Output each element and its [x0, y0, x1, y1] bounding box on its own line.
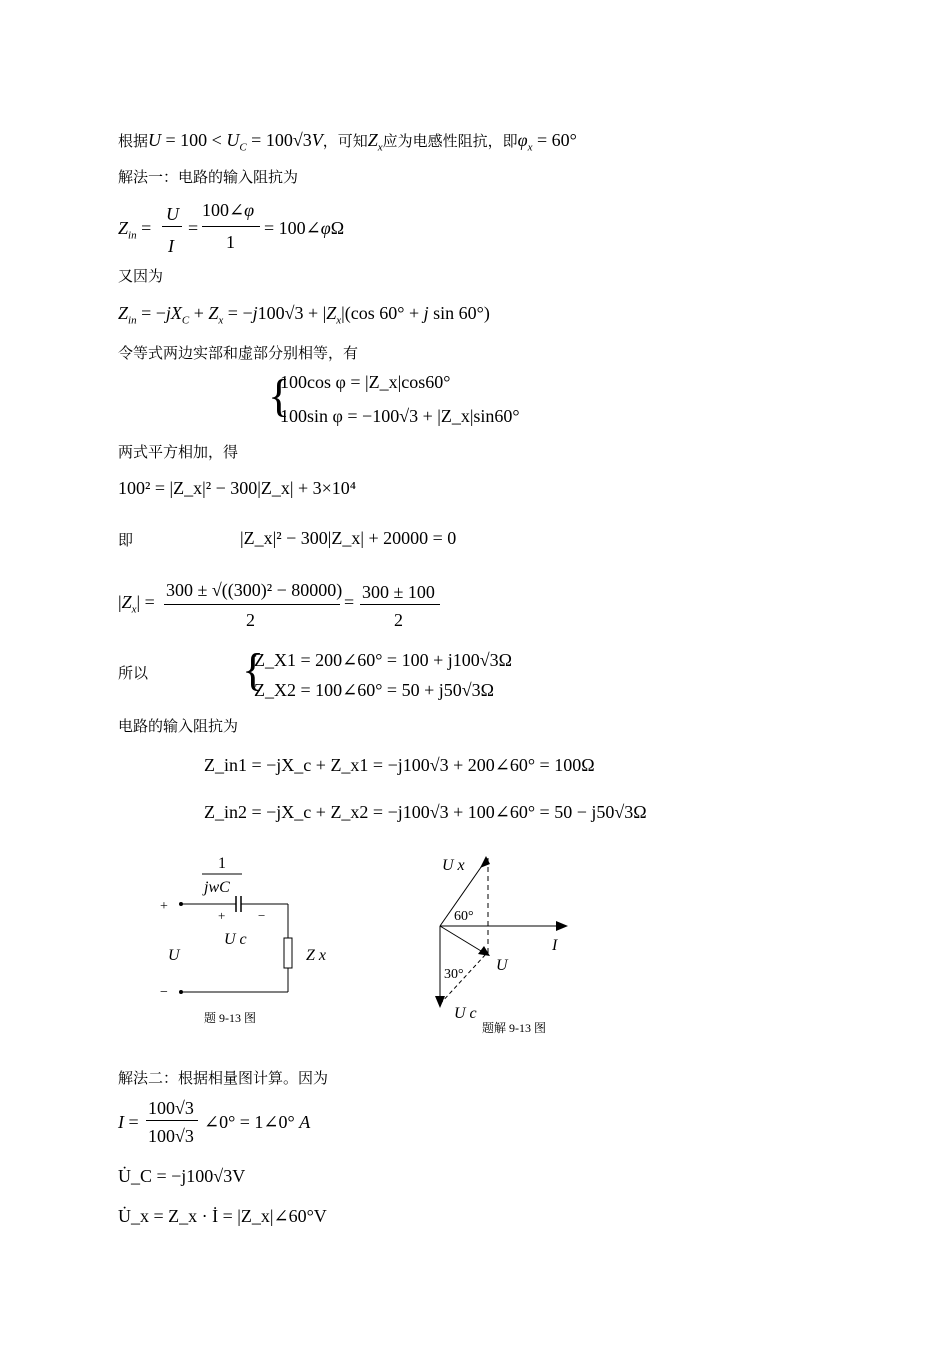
system-1-eq-a: 100cos φ = |Z_x|cos60° [280, 372, 451, 392]
cap-plus: + [218, 908, 226, 923]
cap-denominator: jwC [204, 879, 230, 896]
impedance-box [284, 938, 292, 968]
ji-text: 即 [118, 531, 134, 549]
uc-label: U c [224, 931, 247, 948]
terminal-minus: − [160, 985, 168, 1000]
system-2-eq-b: Z_X2 = 100∠60° = 50 + j50√3Ω [254, 680, 494, 700]
square-text: 两式平方相加，得 [118, 443, 239, 461]
eq-zin1: Z_in1 = −jX_c + Z_x1 = −j100√3 + 200∠60° = 100Ω [204, 755, 595, 775]
figure-caption-right: 题解 9-13 图 [482, 1021, 546, 1035]
u-phasor-label: U [496, 957, 508, 974]
figure-caption-left: 题 9-13 图 [204, 1011, 256, 1025]
u-label: U [168, 947, 180, 964]
method1-heading: 解法一：电路的输入阻抗为 [118, 168, 299, 186]
equate-text: 令等式两边实部和虚部分别相等，有 [118, 344, 359, 362]
angle-60-label: 60° [454, 909, 474, 924]
circuit-figure [150, 848, 350, 1028]
eq-square: 100² = |Z_x|² − 300|Z_x| + 3×10⁴ [118, 478, 357, 498]
input-impedance-text: 电路的输入阻抗为 [118, 717, 239, 735]
eq-zin: $Z_{in}$ = U I = 100∠φ 1 = 100∠φΩ [118, 200, 345, 256]
phasor-i-arrowhead [556, 921, 568, 931]
ux-label: U x [442, 857, 465, 874]
method2-heading: 解法二：根据相量图计算。因为 [118, 1069, 329, 1087]
cap-numerator: 1 [218, 855, 226, 872]
cap-minus: − [258, 908, 266, 923]
eq-zin2: Z_in2 = −jX_c + Z_x2 = −j100√3 + 100∠60° = 50 − j50√3Ω [204, 802, 647, 822]
system-2: { Z_X1 = 200∠60° = 100 + j100√3Ω Z_X2 = 100∠60° = 50 + j50√3Ω [242, 644, 512, 700]
angle-30-label: 30° [444, 967, 464, 982]
eq-quadratic: |Z_x|² − 300|Z_x| + 20000 = 0 [240, 528, 457, 548]
intro-line: 根据$U = 100 < U_C = 100√3V$，可知$Z_x$应为电感性阻抗，即$\varphi_x = 60^\circ$ [118, 130, 577, 154]
phasor-uc-arrowhead [435, 996, 445, 1008]
i-label: I [552, 937, 558, 954]
phasor-diagram [420, 848, 600, 1038]
suoyi-text: 所以 [118, 664, 149, 682]
eq-i: I = 100√3 100√3 ∠0° = 1∠0° A [118, 1098, 311, 1146]
eq-uc: U̇_C = −j100√3V [118, 1166, 246, 1186]
eq-root: $|Z_x|$ = 300 ± √((300)² − 80000) 2 = 300 ± 100 2 [118, 572, 458, 632]
system-1-eq-b: 100sin φ = −100√3 + |Z_x|sin60° [280, 406, 520, 426]
system-2-eq-a: Z_X1 = 200∠60° = 100 + j100√3Ω [254, 650, 512, 670]
eq-zin-expanded: $Z_{in} = -jX_C + Z_x = -j100√3 + |Z_x|(\cos$ 60° + j sin 60°) [118, 303, 490, 327]
phasor-u [440, 926, 486, 954]
also-text: 又因为 [118, 267, 164, 285]
terminal-plus: + [160, 899, 168, 914]
uc-phasor-label: U c [454, 1005, 477, 1022]
system-1: { 100cos φ = |Z_x|cos60° 100sin φ = −100√3 + |Z_x|sin60° [268, 370, 520, 426]
zx-label: Z x [306, 947, 326, 964]
eq-ux: U̇_x = Z_x · İ = |Z_x|∠60°V [118, 1206, 327, 1226]
